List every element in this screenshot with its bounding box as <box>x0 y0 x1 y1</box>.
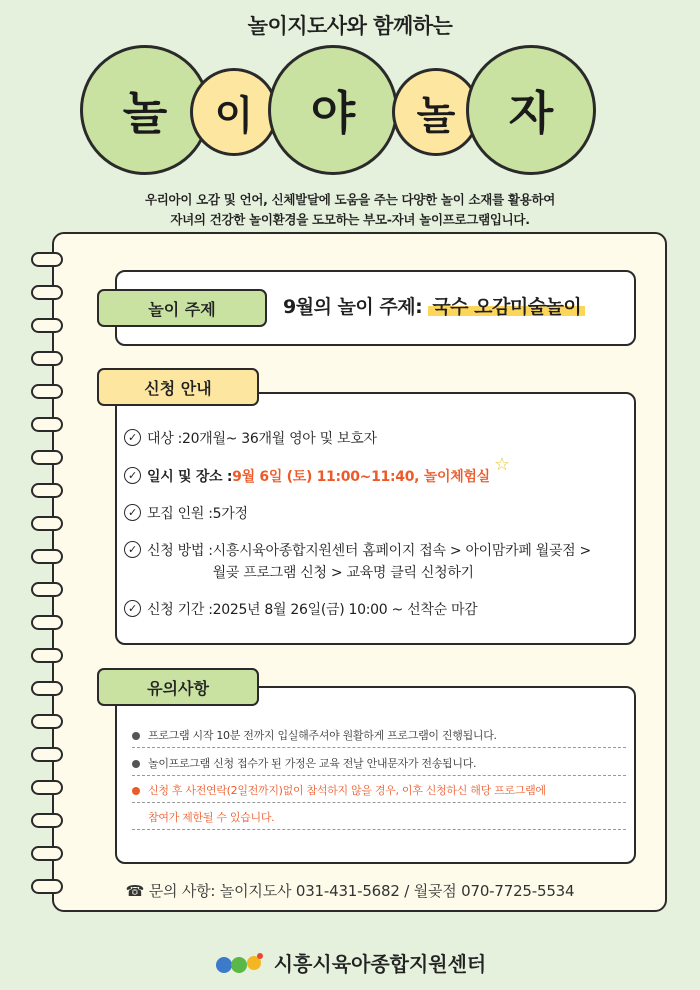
binder-ring <box>31 714 63 729</box>
period-label: 신청 기간 : <box>147 602 213 618</box>
binder-ring <box>31 285 63 300</box>
note-item-warning <box>132 782 626 803</box>
note-item-warning-cont <box>132 809 626 830</box>
target-value: 20개월~ 36개월 영아 및 보호자 <box>182 431 377 447</box>
target-label: 대상 : <box>147 431 183 447</box>
check-circle-icon: ✓ <box>124 467 141 484</box>
binder-ring <box>31 450 63 465</box>
note-text: 놀이프로그램 신청 접수가 된 가정은 교육 전날 안내문자가 전송됩니다. <box>148 757 477 770</box>
org-name: 시흥시육아종합지원센터 <box>273 952 487 976</box>
method-label: 신청 방법 : <box>147 543 213 559</box>
period-value: 2025년 8월 26일(금) 10:00 ~ 선착순 마감 <box>212 602 478 618</box>
binder-ring <box>31 681 63 696</box>
note-text: 프로그램 시작 10분 전까지 입실해주셔야 원활하게 프로그램이 진행됩니다. <box>148 729 497 742</box>
star-icon: ☆ <box>493 454 510 475</box>
binder-ring <box>31 549 63 564</box>
notes-tab: 유의사항 <box>97 668 259 706</box>
binder-ring <box>31 813 63 828</box>
poster-subtitle: 놀이지도사와 함께하는 <box>247 14 453 38</box>
title-char-2: 이 <box>190 68 278 156</box>
binder-ring <box>31 318 63 333</box>
datetime-label: 일시 및 장소 : <box>147 469 233 485</box>
application-tab: 신청 안내 <box>97 368 259 406</box>
binder-ring <box>31 780 63 795</box>
binder-ring <box>31 516 63 531</box>
note-text: 참여가 제한될 수 있습니다. <box>148 811 275 824</box>
intro-line-1: 우리아이 오감 및 언어, 신체발달에 도움을 주는 다양한 놀이 소재를 활용하여 <box>145 192 555 207</box>
binder-ring <box>31 483 63 498</box>
binder-ring <box>31 417 63 432</box>
recruit-label: 모집 인원 : <box>147 506 213 522</box>
binder-ring <box>31 846 63 861</box>
info-datetime <box>124 454 510 486</box>
recruit-value: 5가정 <box>212 506 248 522</box>
info-method <box>124 540 591 584</box>
note-text: 신청 후 사전연락(2일전까지)없이 참석하지 않을 경우, 이후 신청하신 해당 프로그램에 <box>148 784 546 797</box>
title-char-3: 야 <box>268 45 398 175</box>
binder-ring <box>31 615 63 630</box>
title-char-4: 놀 <box>392 68 480 156</box>
phone-icon: ☎ <box>125 882 145 900</box>
footer <box>0 948 700 977</box>
binder-ring <box>31 252 63 267</box>
bullet-icon <box>132 760 140 768</box>
intro-text <box>0 190 700 230</box>
binder-ring <box>31 747 63 762</box>
intro-line-2: 자녀의 건강한 놀이환경을 도모하는 부모-자녀 놀이프로그램입니다. <box>170 212 530 227</box>
org-logo-icon <box>214 950 266 976</box>
datetime-value: 9월 6일 (토) 11:00~11:40, 놀이체험실 <box>232 469 490 485</box>
info-target <box>124 428 377 448</box>
topic-prefix: 9월의 놀이 주제: <box>283 296 423 318</box>
note-item <box>132 727 626 748</box>
method-value <box>213 540 591 584</box>
bullet-icon <box>132 787 140 795</box>
title-char-1: 놀 <box>80 45 210 175</box>
topic-tab: 놀이 주제 <box>97 289 267 327</box>
check-circle-icon: ✓ <box>124 429 141 446</box>
topic-title <box>283 292 585 319</box>
topic-highlight: 국수 오감미술놀이 <box>428 296 585 318</box>
check-circle-icon: ✓ <box>124 541 141 558</box>
info-period <box>124 599 477 619</box>
check-circle-icon: ✓ <box>124 504 141 521</box>
binder-ring <box>31 384 63 399</box>
binder-ring <box>31 351 63 366</box>
contact-info <box>0 880 700 901</box>
method-line-2: 월곶 프로그램 신청 > 교육명 클릭 신청하기 <box>212 565 474 581</box>
note-item <box>132 755 626 776</box>
info-recruit <box>124 503 248 523</box>
binder-ring <box>31 648 63 663</box>
contact-text: 문의 사항: 놀이지도사 031-431-5682 / 월곶점 070-7725-5534 <box>148 882 575 900</box>
method-line-1: 시흥시육아종합지원센터 홈페이지 접속 > 아이맘카페 월곶점 > <box>212 543 591 559</box>
bullet-icon <box>132 732 140 740</box>
binder-ring <box>31 582 63 597</box>
check-circle-icon: ✓ <box>124 600 141 617</box>
title-char-5: 자 <box>466 45 596 175</box>
